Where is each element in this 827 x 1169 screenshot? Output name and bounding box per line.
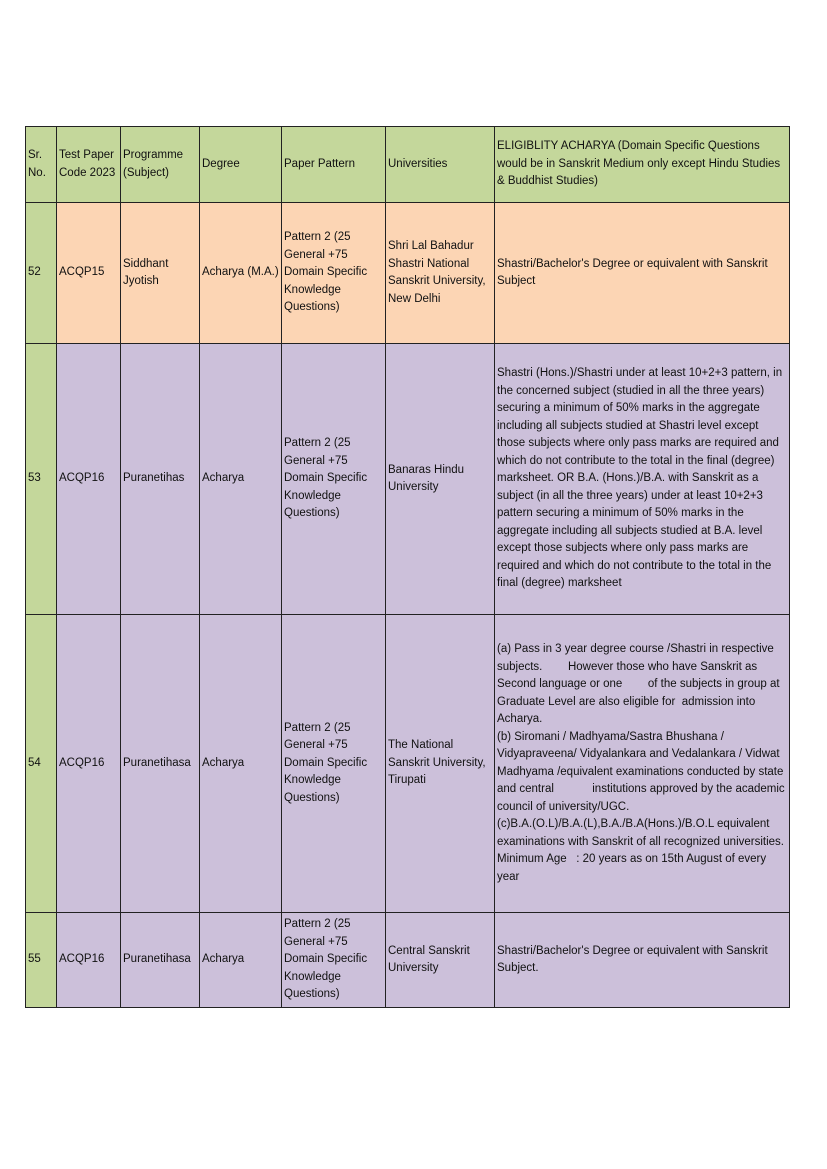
university-cell: Banaras Hindu University [386, 344, 495, 615]
test-paper-code-cell: ACQP15 [57, 203, 121, 344]
programme-cell: Siddhant Jyotish [121, 203, 200, 344]
header-universities: Universities [386, 127, 495, 203]
programme-cell: Puranetihas [121, 344, 200, 615]
table-row [26, 615, 790, 913]
sr-no-cell: 52 [26, 203, 57, 344]
eligibility-cell: Shastri (Hons.)/Shastri under at least 10+2+3 pattern, in the concerned subject (studied in all the three years) securing a minimum of 50% marks in the aggregate including all subjects studied at Shastri level except those subjects where only pass marks are required and which do not contribute to the total in the final (degree) marksheet. OR B.A. (Hons.)/B.A. with Sanskrit as a subject (in all the three years) under at least 10+2+3 pattern securing a minimum of 50% marks in the aggregate including all subjects studied at B.A. level except those subjects where only pass marks are required and which do not contribute to the total in the final (degree) marksheet [495, 344, 790, 615]
paper-pattern-cell: Pattern 2 (25 General +75 Domain Specific Knowledge Questions) [282, 344, 386, 615]
programme-cell: Puranetihasa [121, 615, 200, 913]
programme-cell: Puranetihasa [121, 913, 200, 1008]
sr-no-cell: 53 [26, 344, 57, 615]
paper-pattern-cell: Pattern 2 (25 General +75 Domain Specific Knowledge Questions) [282, 203, 386, 344]
paper-pattern-cell: Pattern 2 (25 General +75 Domain Specific Knowledge Questions) [282, 913, 386, 1008]
eligibility-cell: Shastri/Bachelor's Degree or equivalent with Sanskrit Subject [495, 203, 790, 344]
sr-no-cell: 54 [26, 615, 57, 913]
university-cell: The National Sanskrit University, Tirupati [386, 615, 495, 913]
header-eligibility: ELIGIBLITY ACHARYA (Domain Specific Questions would be in Sanskrit Medium only except Hindu Studies & Buddhist Studies) [495, 127, 790, 203]
table-row [26, 203, 790, 344]
university-cell: Shri Lal Bahadur Shastri National Sanskrit University, New Delhi [386, 203, 495, 344]
header-programme: Programme (Subject) [121, 127, 200, 203]
university-cell: Central Sanskrit University [386, 913, 495, 1008]
degree-cell: Acharya [200, 344, 282, 615]
eligibility-table [25, 126, 790, 1008]
degree-cell: Acharya (M.A.) [200, 203, 282, 344]
header-row [26, 127, 790, 203]
header-test-paper-code: Test Paper Code 2023 [57, 127, 121, 203]
degree-cell: Acharya [200, 913, 282, 1008]
test-paper-code-cell: ACQP16 [57, 913, 121, 1008]
eligibility-cell: (a) Pass in 3 year degree course /Shastri in respective subjects. However those who have Sanskrit as Second language or one of the subjects in group at Graduate Level are also eligible for admission into Acharya. (b) Siromani / Madhyama/Sastra Bhushana / Vidyapraveena/ Vidyalankara and Vedalankara / Vidwat Madhyama /equivalent examinations conducted by state and central institutions approved by the academic council of university/UGC. (c)B.A.(O.L)/B.A.(L),B.A./B.A(Hons.)/B.O.L equivalent examinations with Sanskrit of all recognized universities. Minimum Age : 20 years as on 15th August of every year [495, 615, 790, 913]
header-sr-no: Sr. No. [26, 127, 57, 203]
paper-pattern-cell: Pattern 2 (25 General +75 Domain Specific Knowledge Questions) [282, 615, 386, 913]
header-degree: Degree [200, 127, 282, 203]
sr-no-cell: 55 [26, 913, 57, 1008]
eligibility-cell: Shastri/Bachelor's Degree or equivalent with Sanskrit Subject. [495, 913, 790, 1008]
header-paper-pattern: Paper Pattern [282, 127, 386, 203]
degree-cell: Acharya [200, 615, 282, 913]
test-paper-code-cell: ACQP16 [57, 615, 121, 913]
table-row [26, 913, 790, 1008]
table-row [26, 344, 790, 615]
test-paper-code-cell: ACQP16 [57, 344, 121, 615]
